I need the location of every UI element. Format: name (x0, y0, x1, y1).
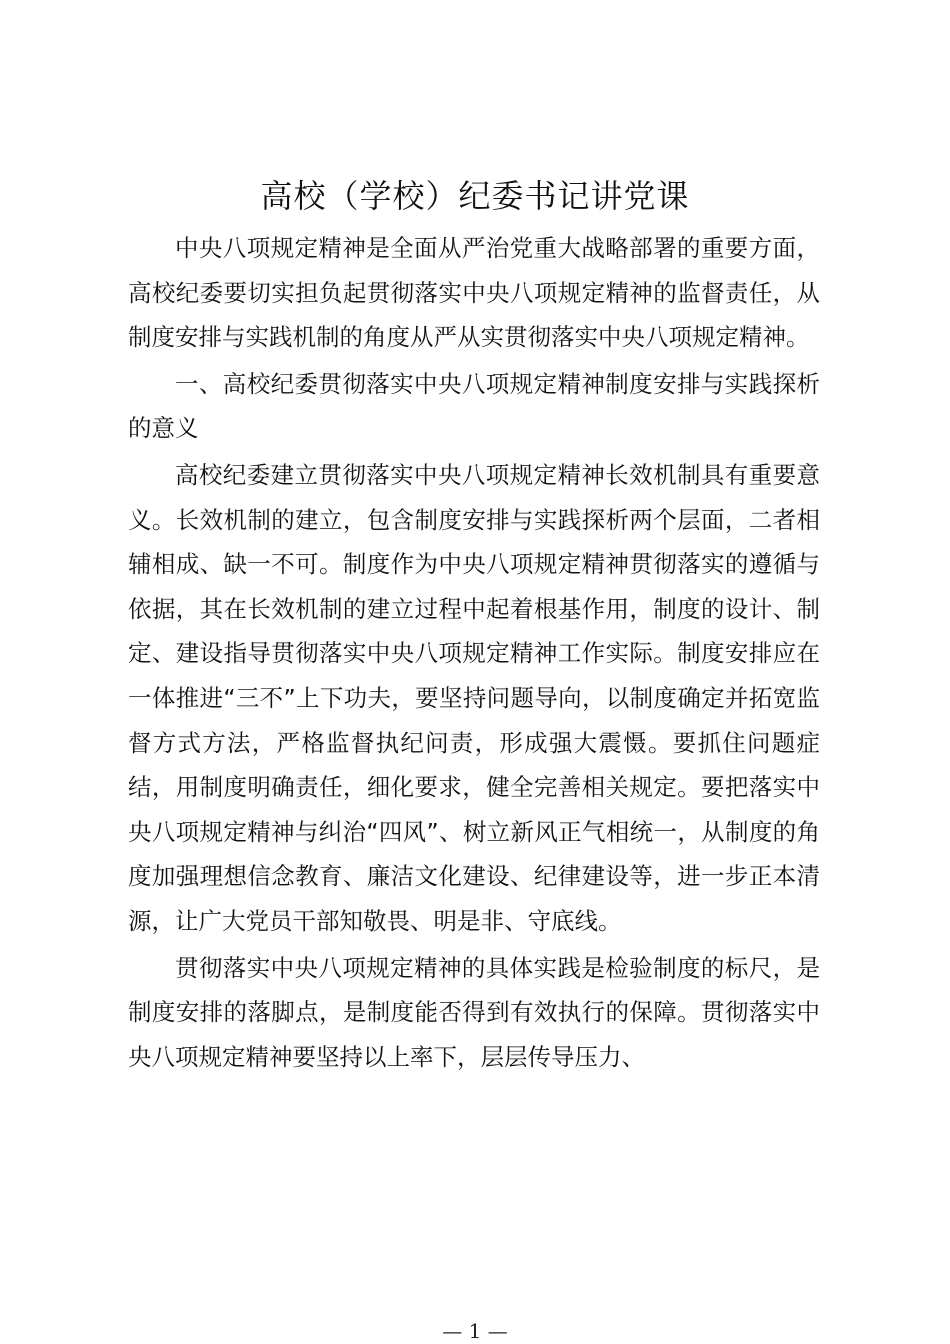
section-heading-1: 一、高校纪委贯彻落实中央八项规定精神制度安排与实践探析的意义 (128, 369, 820, 443)
paragraph-intro: 中央八项规定精神是全面从严治党重大战略部署的重要方面，高校纪委要切实担负起贯彻落实中央八项规定精神的监督责任，从制度安排与实践机制的角度从严从实贯彻落实中央八项规定精神。 (128, 234, 820, 352)
document-body (128, 226, 820, 1081)
page-number: — 1 — (442, 1319, 508, 1343)
paragraph-mechanism: 高校纪委建立贯彻落实中央八项规定精神长效机制具有重要意义。长效机制的建立，包含制度安排与实践探析两个层面，二者相辅相成、缺一不可。制度作为中央八项规定精神贯彻落实的遵循与依据，其在长效机制的建立过程中起着根基作用，制度的设计、制定、建设指导贯彻落实中央八项规定精神工作实际。制度安排应在一体推进“三不”上下功夫，要坚持问题导向，以制度确定并拓宽监督方式方法，严格监督执纪问责，形成强大震慑。要抓住问题症结，用制度明确责任，细化要求，健全完善相关规定。要把落实中央八项规定精神与纠治“四风”、树立新风正气相统一，从制度的角度加强理想信念教育、廉洁文化建设、纪律建设等，进一步正本清源，让广大党员干部知敬畏、明是非、守底线。 (128, 460, 820, 935)
document-title: 高校（学校）纪委书记讲党课 (260, 177, 690, 215)
paragraph-practice: 贯彻落实中央八项规定精神的具体实践是检验制度的标尺，是制度安排的落脚点，是制度能否得到有效执行的保障。贯彻落实中央八项规定精神要坚持以上率下，层层传导压力、 (128, 953, 820, 1071)
